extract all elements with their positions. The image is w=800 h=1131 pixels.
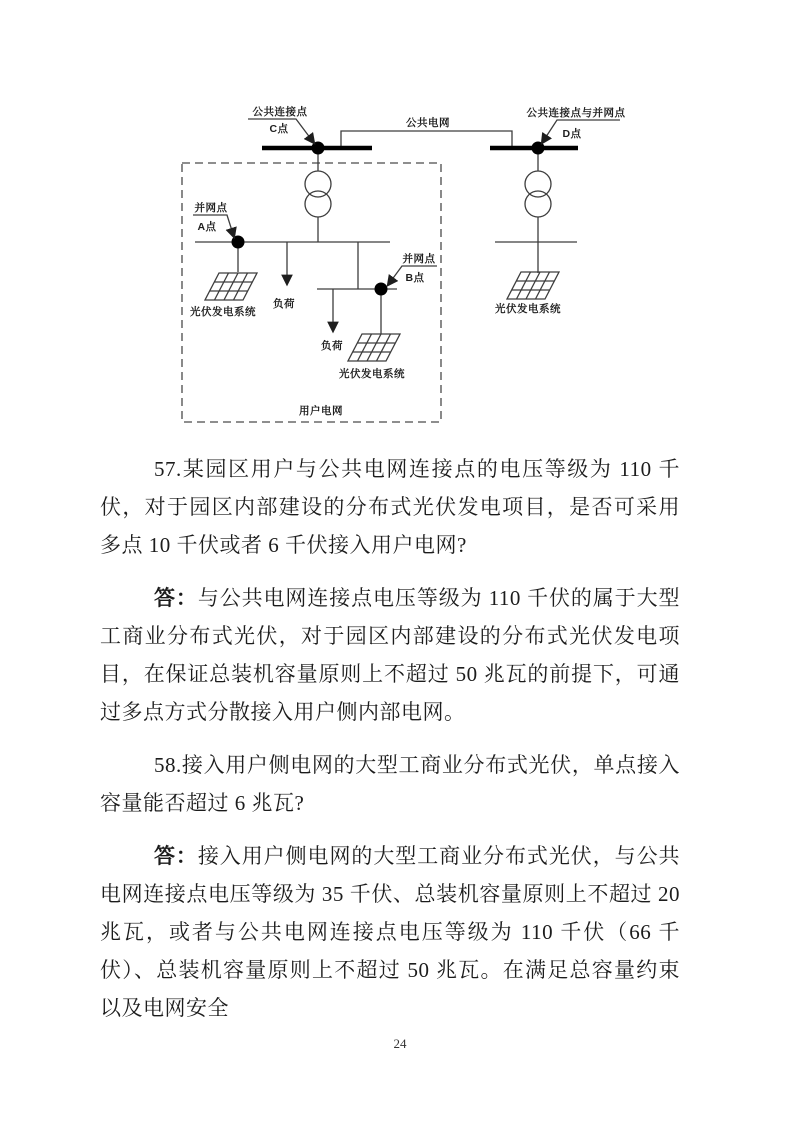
label-pcc-d: 公共连接点与并网点 bbox=[526, 107, 626, 119]
answer-58-text: 接入用户侧电网的大型工商业分布式光伏，与公共电网连接点电压等级为 35 千伏、总装机容量原则上不超过 20 兆瓦，或者与公共电网连接点电压等级为 110 千伏（66 千伏）、总装机容量原则上不超过 50 兆瓦。在满足总容量约束以及电网安全 bbox=[100, 844, 681, 1020]
pv-panel-right-icon bbox=[507, 272, 559, 299]
transformer-left-icon bbox=[305, 150, 331, 242]
label-user-grid: 用户电网 bbox=[299, 405, 343, 417]
question-58 bbox=[100, 746, 680, 822]
answer-58 bbox=[100, 837, 680, 1027]
label-pcc-c: 公共连接点 bbox=[252, 106, 308, 118]
label-point-c: C点 bbox=[269, 123, 289, 135]
label-point-b: B点 bbox=[405, 272, 425, 284]
point-a-dot bbox=[232, 236, 245, 249]
point-c-dot bbox=[312, 142, 325, 155]
answer-57-prefix: 答： bbox=[154, 586, 198, 610]
answer-58-prefix: 答： bbox=[154, 844, 198, 868]
label-poi-b: 并网点 bbox=[402, 253, 436, 265]
label-pv-right: 光伏发电系统 bbox=[495, 303, 561, 315]
label-public-grid: 公共电网 bbox=[406, 117, 450, 129]
label-point-a: A点 bbox=[197, 221, 217, 233]
point-b-dot bbox=[375, 283, 388, 296]
answer-57 bbox=[100, 579, 680, 731]
grid-connection-diagram bbox=[0, 0, 800, 445]
label-point-d: D点 bbox=[562, 128, 582, 140]
pv-panel-mid-icon bbox=[348, 334, 400, 361]
label-poi-a: 并网点 bbox=[194, 202, 228, 214]
point-d-dot bbox=[532, 142, 545, 155]
pv-panel-left-icon bbox=[205, 273, 257, 300]
label-pv-mid: 光伏发电系统 bbox=[339, 368, 405, 380]
label-load-1: 负荷 bbox=[273, 298, 295, 310]
question-58-text: 58.接入用户侧电网的大型工商业分布式光伏，单点接入容量能否超过 6 兆瓦? bbox=[100, 753, 680, 815]
question-57-text: 57.某园区用户与公共电网连接点的电压等级为 110 千伏，对于园区内部建设的分布式光伏发电项目，是否可采用多点 10 千伏或者 6 千伏接入用户电网? bbox=[100, 457, 680, 557]
transformer-right-icon bbox=[495, 150, 577, 273]
answer-57-text: 与公共电网连接点电压等级为 110 千伏的属于大型工商业分布式光伏，对于园区内部建设的分布式光伏发电项目，在保证总装机容量原则上不超过 50 兆瓦的前提下，可通过多点方式分散接入用户侧内部电网。 bbox=[100, 586, 680, 724]
question-57 bbox=[100, 450, 680, 564]
public-grid-line bbox=[341, 131, 512, 148]
label-load-2: 负荷 bbox=[321, 340, 343, 352]
page-number: 24 bbox=[393, 1036, 407, 1051]
qa-text-block bbox=[100, 450, 680, 1042]
label-pv-left: 光伏发电系统 bbox=[190, 306, 256, 318]
